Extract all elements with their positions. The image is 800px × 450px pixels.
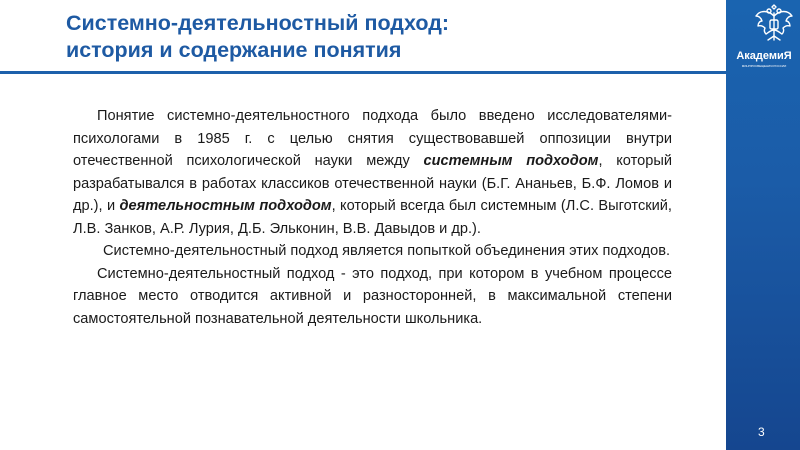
paragraph-text: Понятие системно-деятельностного подхода было введено исследователями-психологами в 1985 г. с целью снятия существовавшей оппозиции внутри отечественной психологической науки между bbox=[73, 108, 672, 169]
title-underline bbox=[0, 71, 726, 74]
title-line-1: Системно-деятельностный подход: bbox=[66, 11, 450, 35]
paragraph-unification: Системно-деятельностный подход является попыткой объединения этих подходов. bbox=[103, 243, 671, 259]
term-systemic-approach: системным подходом bbox=[423, 153, 599, 169]
eagle-emblem-icon bbox=[752, 4, 796, 46]
slide-title bbox=[66, 10, 666, 64]
logo-wordmark: АкадемиЯ bbox=[736, 50, 792, 62]
page-number: 3 bbox=[758, 425, 765, 439]
term-activity-approach: деятельностным подходом bbox=[119, 198, 332, 214]
logo-subtext: МИНПРОСВЕЩЕНИЯ РОССИИ bbox=[741, 64, 787, 68]
title-line-2: история и содержание понятия bbox=[66, 38, 402, 62]
paragraph-text: , который разрабатывался в работах классиков отечественной науки (Б.Г. Ананьев, Б.Ф. Ломов и др.), и bbox=[73, 153, 672, 214]
body-text bbox=[73, 105, 672, 330]
paragraph-text: , который всегда был системным (Л.С. Выготский, Л.В. Занков, А.Р. Лурия, Д.Б. Эльконин, В.В. Давыдов и др.). bbox=[73, 198, 672, 237]
paragraph-history bbox=[73, 105, 672, 240]
paragraph-definition: Системно-деятельностный подход - это подход, при котором в учебном процессе главное место отводится активной и разносторонней, в максимальной степени самостоятельной познавательной деятельности школьника. bbox=[73, 265, 672, 327]
